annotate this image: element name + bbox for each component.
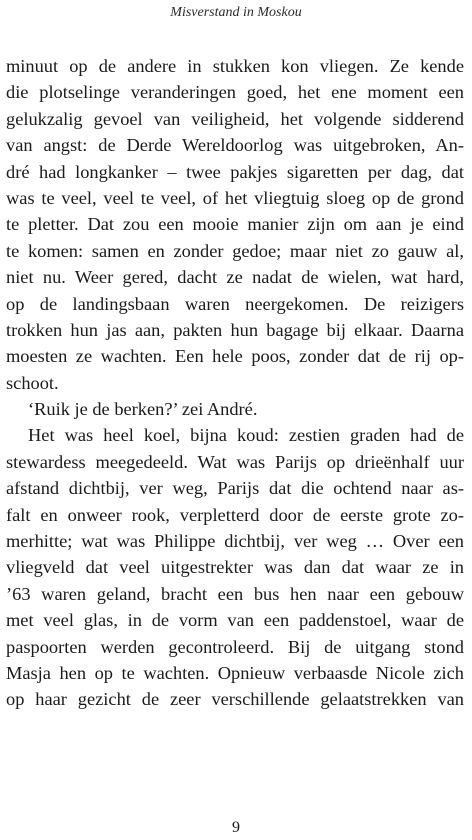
running-head: Misverstand in Moskou: [170, 5, 302, 20]
text-line: met veel glas, in de vorm van een paddenstoel, waar de: [6, 610, 464, 631]
text-line: dré had longkanker – twee pakjes sigaretten per dag, dat: [6, 161, 464, 182]
text-line: van angst: de Derde Wereldoorlog was uitgebroken, An-: [6, 135, 464, 156]
text-line: gelukzalig gevoel van veiligheid, het volgende sidderend: [6, 108, 464, 129]
body-text: [6, 53, 464, 713]
page-number: 9: [232, 819, 240, 836]
text-line: paspoorten werden gecontroleerd. Bij de uitgang stond: [6, 636, 464, 657]
text-line: te komen: samen en zonder gedoe; maar niet zo gauw al,: [6, 240, 464, 261]
text-line: niet nu. Weer gered, dacht ze nadat de wielen, wat hard,: [6, 267, 464, 288]
text-line: falt en onweer rook, verpletterd door de eerste grote zo-: [6, 504, 464, 525]
text-line: vliegveld dat veel uitgestrekter was dan dat waar ze in: [6, 557, 464, 578]
text-line: trokken hun jas aan, pakten hun bagage bij elkaar. Daarna: [6, 319, 464, 340]
text-line: op haar gezicht de zeer verschillende gelaatstrekken van: [6, 689, 464, 710]
text-line: merhitte; wat was Philippe dichtbij, ver weg … Over een: [6, 531, 464, 552]
text-line: ’63 waren geland, bracht een bus hen naar een gebouw: [6, 583, 464, 604]
text-line: Het was heel koel, bijna koud: zestien graden had de: [28, 425, 464, 446]
text-line: was te veel, veel te veel, of het vliegtuig sloeg op de grond: [6, 187, 464, 208]
text-line: minuut op de andere in stukken kon vliegen. Ze kende: [6, 56, 464, 76]
text-line: moesten ze wachten. Een hele poos, zonder dat de rij op-: [6, 346, 464, 367]
text-line: te pletter. Dat zou een mooie manier zijn om aan je eind: [6, 214, 464, 235]
text-line: afstand dichtbij, ver weg, Parijs dat die ochtend naar as-: [6, 478, 464, 499]
text-line: stewardess meegedeeld. Wat was Parijs op drieënhalf uur: [6, 451, 464, 472]
text-line: ‘Ruik je de berken?’ zei André.: [28, 399, 258, 420]
text-line: Masja hen op te wachten. Opnieuw verbaasde Nicole zich: [6, 662, 464, 683]
text-line: schoot.: [6, 372, 59, 393]
text-line: die plotselinge veranderingen goed, het ene moment een: [6, 82, 464, 103]
text-line: op de landingsbaan waren neergekomen. De reizigers: [6, 293, 464, 314]
